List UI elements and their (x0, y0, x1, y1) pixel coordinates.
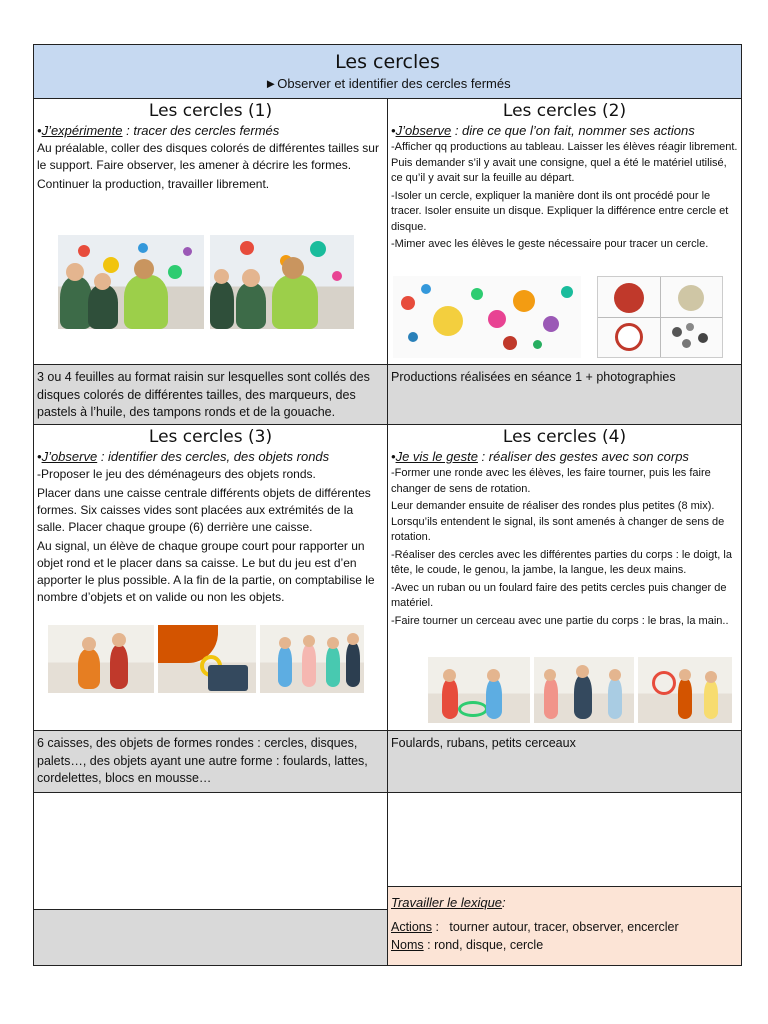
session-3-photos (48, 625, 364, 693)
game-photo (48, 625, 154, 693)
paragraph: -Mimer avec les élèves le geste nécessaire pour tracer un cercle. (391, 238, 709, 250)
colored-discs-photo (393, 276, 581, 358)
empty-cell (34, 793, 388, 910)
material-text: Foulards, rubans, petits cerceaux (391, 736, 576, 750)
session-goal: •Je vis le geste : réaliser des gestes avec son corps (391, 449, 689, 464)
movement-photo (534, 657, 634, 723)
session-4 (388, 425, 741, 731)
session-description (388, 138, 741, 253)
children-wall-photo (58, 235, 204, 329)
session-verb: J’observe (395, 123, 452, 138)
session-3 (34, 425, 388, 731)
paragraph: -Proposer le jeu des déménageurs des objets ronds. (37, 467, 316, 481)
round-objects-photo (597, 276, 723, 358)
game-photo (158, 625, 256, 693)
session-4-material (388, 731, 741, 793)
session-4-photos (428, 657, 732, 723)
lesson-sheet (33, 44, 742, 966)
material-text: 3 ou 4 feuilles au format raisin sur lesquelles sont collés des disques colorés de différentes tailles, des marqueurs, des pastels à l’huile, des tampons ronds et de la gouache. (37, 370, 370, 419)
paragraph: Leur demander ensuite de réaliser des rondes plus petites (8 mix). Lorsqu’ils entendent le signal, ils sont amenés à changer de sens de rotation. (391, 500, 725, 543)
session-3-material (34, 731, 388, 793)
lexicon-actions: Actions : tourner autour, tracer, observer, encercler (391, 920, 679, 934)
lexicon-box (388, 887, 741, 965)
empty-cell (388, 793, 741, 887)
session-1 (34, 99, 388, 365)
material-text: 6 caisses, des objets de formes rondes : cercles, disques, palets…, des objets ayant une autre forme : foulards, lattes, cordelettes, blocs en mousse… (37, 736, 368, 785)
session-description (34, 138, 387, 193)
session-2-material (388, 365, 741, 425)
paragraph: Au signal, un élève de chaque groupe court pour rapporter un objet rond et le placer dans sa caisse. Le but du jeu est d’en apporter le plus possible. A la fin de la partie, on comptabilise le nombre d’objets et on valide ou non les objets. (37, 539, 375, 604)
paragraph: Continuer la production, travailler librement. (37, 177, 270, 191)
lexicon-title: Travailler le lexique: (391, 895, 506, 910)
session-1-photos (58, 235, 354, 329)
paragraph: Placer dans une caisse centrale différents objets de différentes formes. Six caisses vides sont placées aux extrémités de la salle. Placer chaque groupe (6) derrière une caisse. (37, 486, 371, 534)
movement-photo (428, 657, 530, 723)
children-wall-photo (210, 235, 354, 329)
lexicon-content (388, 910, 741, 954)
empty-material-cell (34, 910, 388, 965)
paragraph: -Afficher qq productions au tableau. Laisser les élèves réagir librement. Puis demander s’il y avait une consigne, quel a été le matériel utilisé, ce qu’il y avait sur la feuille au départ. (391, 141, 738, 184)
paragraph: -Avec un ruban ou un foulard faire des petits cercles puis changer de matériel. (391, 581, 727, 609)
session-2 (388, 99, 741, 365)
session-verb: J’observe (41, 449, 98, 464)
session-title: Les cercles (3) (148, 427, 273, 447)
session-description (34, 464, 387, 606)
session-description (388, 464, 741, 629)
paragraph: -Isoler un cercle, expliquer la manière dont ils ont procédé pour le tracer. Isoler ensuite un disque. Expliquer la différence entre cercle et disque. (391, 189, 729, 233)
paragraph: -Réaliser des cercles avec les différentes parties du corps : le doigt, la tête, le coude, le genou, la jambe, la langue, les deux mains. (391, 548, 732, 576)
movement-photo (638, 657, 732, 723)
material-text: Productions réalisées en séance 1 + photographies (391, 370, 676, 384)
paragraph: Au préalable, coller des disques colorés de différentes tailles sur le support. Faire observer, les amener à décrire les formes. (37, 141, 379, 172)
session-title: Les cercles (1) (148, 101, 273, 121)
session-goal: •J’observe : dire ce que l’on fait, nommer ses actions (391, 123, 695, 138)
page-title: Les cercles (335, 51, 440, 73)
session-title: Les cercles (2) (502, 101, 627, 121)
session-verb: J’expérimente (41, 123, 123, 138)
session-1-material (34, 365, 388, 425)
paragraph: -Former une ronde avec les élèves, les faire tourner, puis les faire changer de sens de rotation. (391, 467, 711, 495)
page-subtitle: ►Observer et identifier des cercles fermés (264, 76, 511, 91)
lexicon-nouns: Noms : rond, disque, cercle (391, 938, 544, 952)
session-2-photos (393, 276, 723, 358)
session-verb: Je vis le geste (395, 449, 478, 464)
session-goal: •J’expérimente : tracer des cercles fermés (37, 123, 280, 138)
paragraph: -Faire tourner un cerceau avec une partie du corps : le bras, la main.. (391, 614, 729, 627)
session-goal: •J’observe : identifier des cercles, des objets ronds (37, 449, 330, 464)
game-photo (260, 625, 364, 693)
session-title: Les cercles (4) (502, 427, 627, 447)
sheet-header (34, 45, 741, 99)
